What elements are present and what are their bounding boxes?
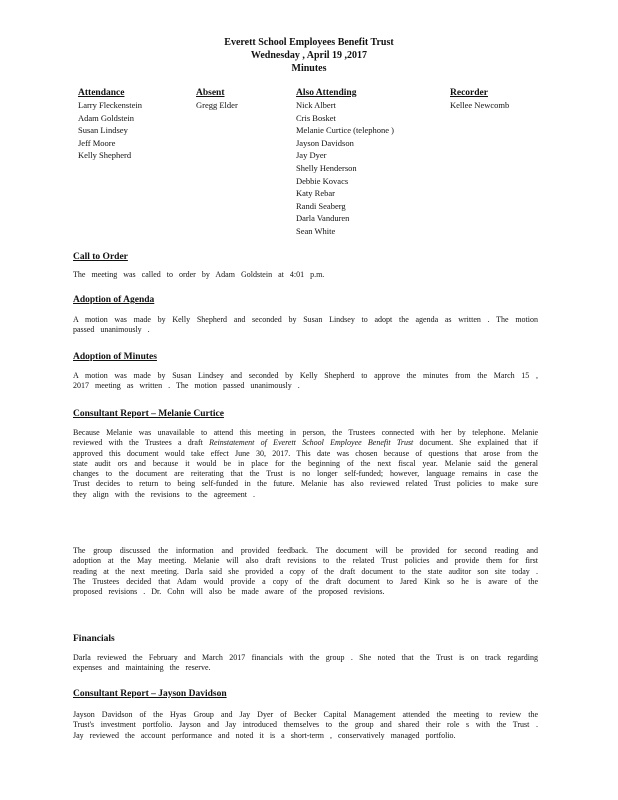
recorder-name: Kellee Newcomb [450,100,510,110]
guest: Darla Vanduren [296,213,350,224]
consultant-jayson-heading [73,689,227,699]
guest: Shelly Henderson [296,162,357,173]
consultant-jayson-heading-text: Consultant Report – Jayson Davidson [73,689,227,699]
call-to-order-text: The meeting was called to order by Adam Goldstein at 4:01 p.m. [73,270,325,279]
guest: Randi Seaberg [296,200,346,211]
agenda-heading [73,295,154,305]
agenda-text: A motion was made by Kelly Shepherd and seconded by Susan Lindsey to adopt the agenda as written . The motion passed unanimously . [73,315,538,335]
minutes-heading-text: Adoption of Minutes [73,352,157,362]
guest: Sean White [296,225,336,236]
meeting-date: Wednesday , April 19 ,2017 [250,50,368,61]
call-to-order-heading-text: Call to Order [73,252,128,262]
guest: Jayson Davidson [296,137,354,148]
guest: Katy Rebar [296,188,335,199]
consultant-melanie-paragraph-1 [73,428,538,500]
attendee: Susan Lindsey [78,125,128,136]
org-title: Everett School Employees Benefit Trust [224,37,394,48]
absent-list [196,99,238,112]
paragraph-text: document. She explained that if approved this document would take effect June 30, 2017. This date was chosen because of questions that arose from the state audit ors and because it would be in place for the beginning of the next fiscal year. Melanie said the general changes to the document are reiterating that the Trust is no longer self-funded; however, language remains in case the Trust decides to return to being self-funded in the future. Melanie has also reviewed related Trust policies to make sure they align with the revisions to the agreement . [73,438,538,499]
consultant-jayson-text: Jayson Davidson of the Hyas Group and Jay Dyer of Becker Capital Management attended the meeting to review the Trust's investment portfolio. Jayson and Jay introduced themselves to the group and shared their role s with the Trust . Jay reviewed the account performance and noted it is a short-term , conservatively managed portfolio. [73,710,538,740]
also-attending-heading: Also Attending [296,88,357,98]
absent-heading: Absent [196,88,225,98]
guest: Nick Albert [296,100,336,110]
attendee: Kelly Shepherd [78,150,132,161]
agenda-heading-text: Adoption of Agenda [73,295,155,305]
also-attending-list [296,99,394,238]
financials-text: Darla reviewed the February and March 2017 financials with the group . She noted that the Trust is on track regarding expenses and maintaining the reserve. [73,653,538,673]
attendance-list [78,99,142,162]
minutes-text: A motion was made by Susan Lindsey and seconded by Kelly Shepherd to approve the minutes from the March 15 , 2017 meeting as written . The motion passed unanimously . [73,371,538,391]
guest: Melanie Curtice (telephone ) [296,125,394,136]
consultant-melanie-paragraph-2: The group discussed the information and provided feedback. The document will be provided for second reading and adoption at the May meeting. Melanie will also draft revisions to the related Trust policies and provide them for first reading at the next meeting. Darla said she provided a copy of the draft document to the state auditor son site today . The Trustees decided that Adam would provide a copy of the draft document to Jared Kink so he is aware of the proposed revisions . Dr. Cohn will also be made aware of the proposed revisions. [73,546,538,597]
doc-type: Minutes [291,63,327,74]
consultant-melanie-heading-text: Consultant Report – Melanie Curtice [73,409,224,419]
document-title: Reinstatement of Everett School Employee Benefit Trust [209,438,414,448]
guest: Debbie Kovacs [296,175,349,186]
guest: Cris Bosket [296,112,336,123]
attendee: Larry Fleckenstein [78,100,142,110]
recorder-heading: Recorder [450,88,488,98]
attendee: Adam Goldstein [78,112,134,123]
attendee: Jeff Moore [78,137,116,148]
minutes-heading [73,352,157,362]
call-to-order-heading [73,252,128,262]
recorder-list [450,99,509,112]
financials-heading: Financials [73,634,115,644]
absentee: Gregg Elder [196,100,238,110]
paragraph-text: Because Melanie was unavailable to attend this meeting in person, the Trustees connected with her by telephone. Melanie reviewed with the Trustees a draft [73,428,538,448]
attendance-heading: Attendance [78,88,125,98]
guest: Jay Dyer [296,150,327,161]
consultant-melanie-heading [73,409,224,419]
